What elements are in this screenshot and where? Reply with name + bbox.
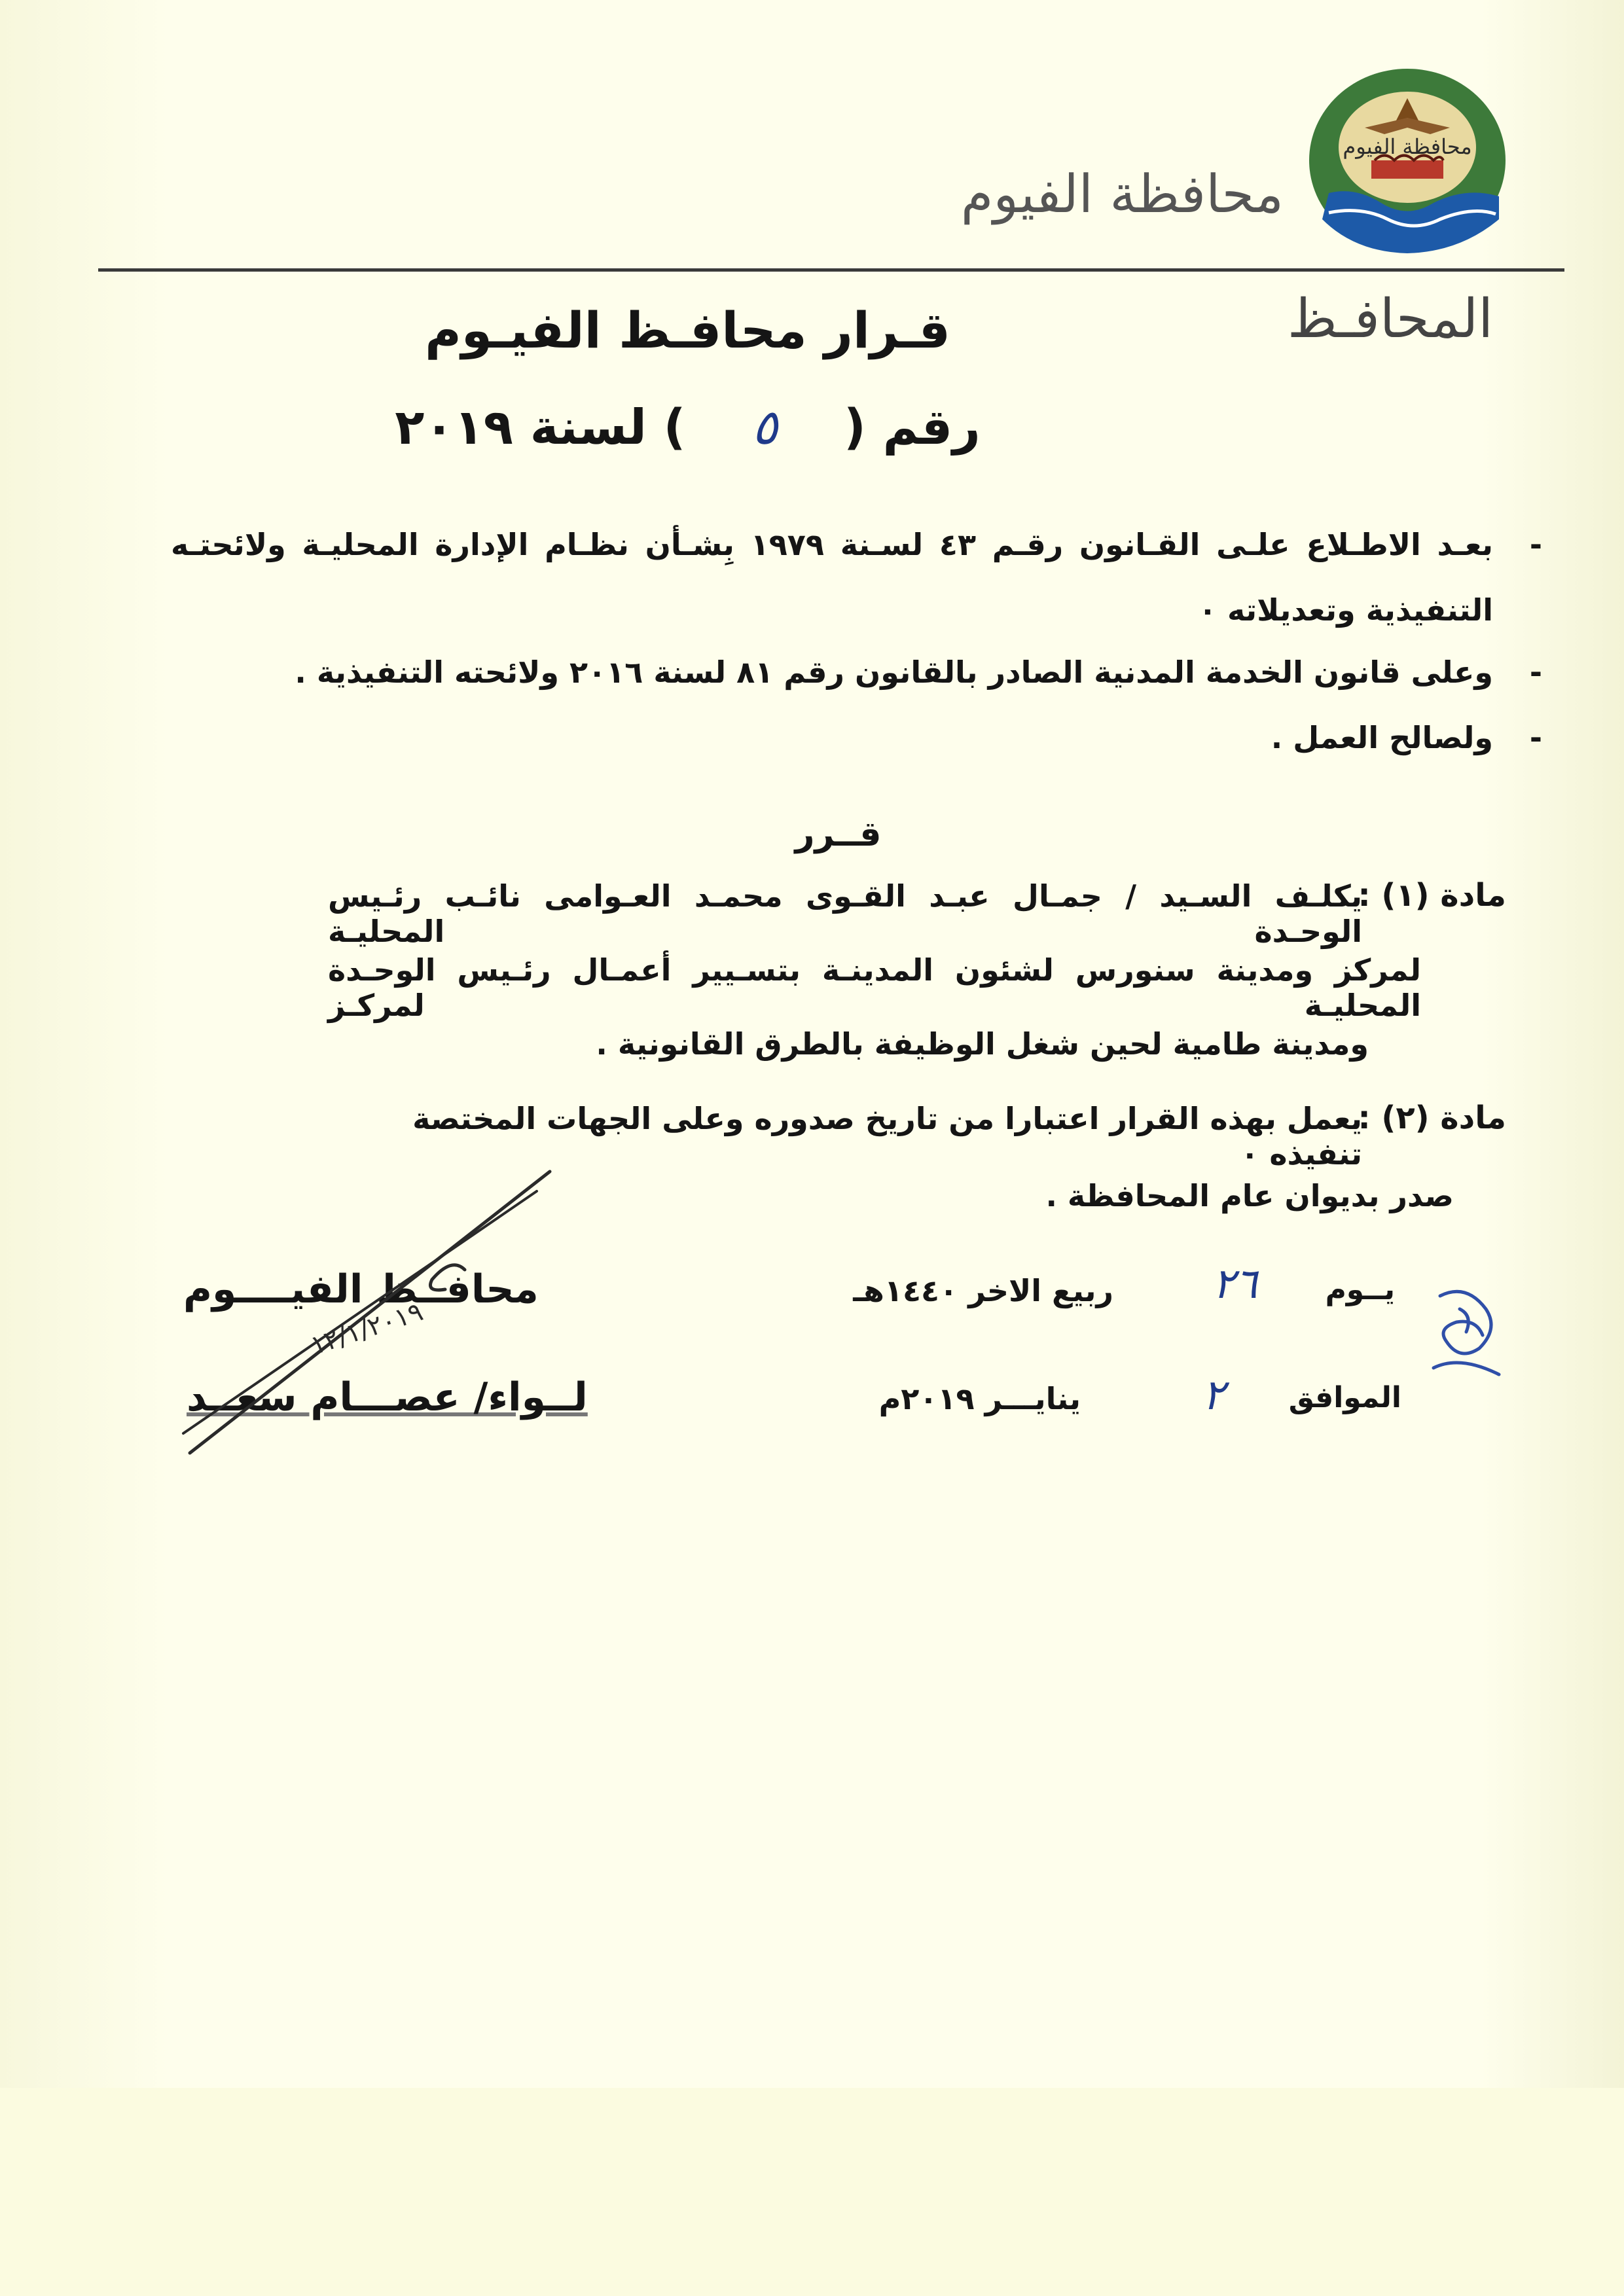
decree-number-handwritten: ٥ — [751, 399, 778, 456]
day-handwritten: ٢٦ — [1212, 1260, 1257, 1308]
corresponding-handwritten: ٢ — [1202, 1371, 1225, 1420]
header-divider — [98, 268, 1564, 272]
decree-number-suffix: ) لسنة ٢٠١٩ — [395, 399, 686, 456]
page-footer-band — [0, 2088, 1624, 2296]
gregorian-date: ينايـــر ٢٠١٩م — [878, 1381, 1081, 1416]
bullet-dash: - — [1529, 527, 1542, 562]
decree-number-line — [0, 399, 1624, 456]
signatory-name: لــواء/ عصـــام سعــد — [187, 1374, 588, 1420]
signatory-title: محافــظ الفيــــوم — [183, 1266, 539, 1312]
article-1-label: مادة (١) : — [1358, 877, 1506, 914]
corresponding-label: الموافق — [1288, 1381, 1401, 1414]
seal-inscription: محافظة الفيوم — [1343, 134, 1472, 159]
decree-number-prefix: رقم ( — [844, 399, 981, 456]
handwritten-signature — [170, 1165, 563, 1466]
preamble-text: وعلى قانون الخدمة المدنية الصادر بالقانون رقم ٨١ لسنة ٢٠١٦ ولائحته التنفيذية . — [295, 655, 1493, 690]
issued-note: صدر بديوان عام المحافظة . — [1045, 1178, 1454, 1213]
article-2-label: مادة (٢) : — [1358, 1100, 1506, 1136]
signature-date: ١٢/١/٢٠١٩ — [306, 1296, 427, 1361]
day-label: يــوم — [1325, 1273, 1395, 1306]
decree-heading: قــرر — [795, 815, 882, 854]
article-1-line-1: يكلـف السـيد / جمـال عبـد القـوى محمـد العـوامى نائـب رئـيس الوحـدة المحليـة — [328, 878, 1362, 949]
hijri-date: ربيع الاخر ١٤٤٠هـ — [853, 1273, 1113, 1308]
bullet-dash: - — [1529, 655, 1542, 690]
governorate-seal-logo — [1303, 62, 1512, 259]
preamble-item-1-line-2: التنفيذية وتعديلاته ٠ — [1198, 592, 1493, 628]
article-2-line-1: يعمل بهذه القرار اعتبارا من تاريخ صدوره وعلى الجهات المختصة تنفيذه ٠ — [412, 1101, 1362, 1172]
preamble-text: بعـد الاطـلاع علـى القـانون رقـم ٤٣ لسـنة ١٩٧٩ بِشـأن نظـام الإدارة المحليـة ولائحتـه — [171, 527, 1494, 562]
preamble-item-3 — [171, 720, 1542, 755]
governorate-name: محافظة الفيوم — [960, 164, 1284, 224]
article-1-line-3: ومدينة طامية لحين شغل الوظيفة بالطرق القانونية . — [596, 1026, 1369, 1062]
office-label: المحافـظ — [1287, 288, 1493, 350]
preamble-text: ولصالح العمل . — [1271, 720, 1493, 755]
preamble-item-2 — [171, 655, 1542, 690]
preamble-item-1-line-1 — [171, 527, 1542, 562]
article-1-line-2: لمركز ومدينة سنورس لشئون المدينـة بتسـيير أعمـال رئـيس الوحـدة المحليـة لمركـز — [328, 952, 1421, 1023]
decree-title: قـرار محافـظ الفيـوم — [425, 301, 950, 359]
bullet-dash: - — [1529, 720, 1542, 755]
handwritten-initials — [1420, 1270, 1519, 1388]
